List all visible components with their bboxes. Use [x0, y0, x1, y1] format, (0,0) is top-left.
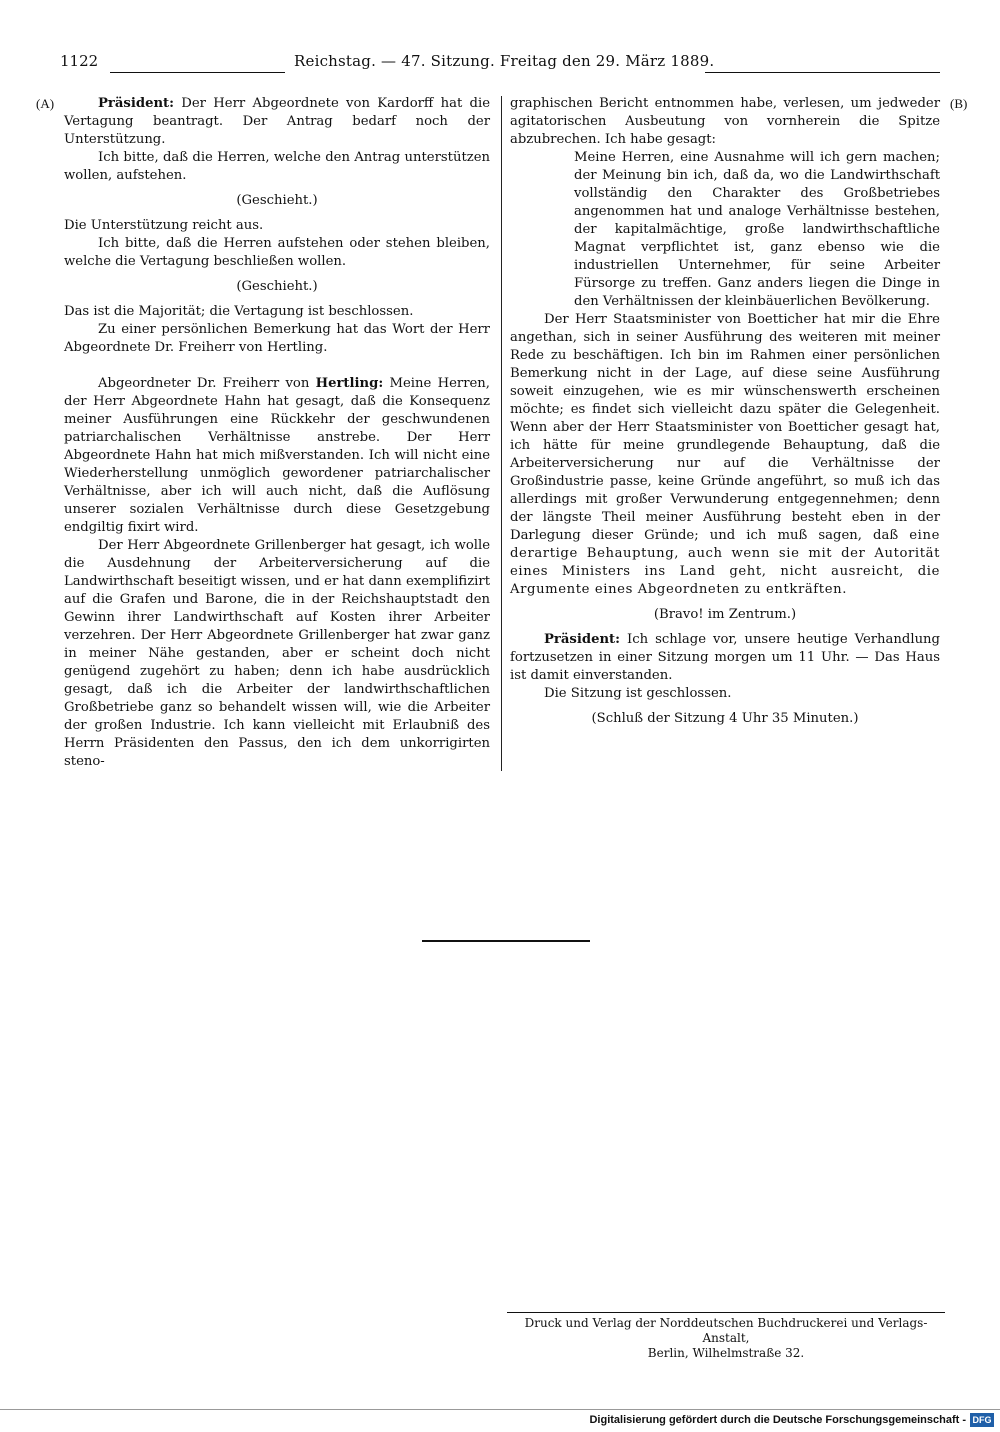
imprint-rule: [507, 1312, 945, 1313]
speaker-name: Präsident:: [544, 632, 621, 647]
header-rule-right: [705, 72, 940, 73]
speaker-name: Hertling:: [315, 376, 384, 391]
paragraph: [510, 311, 940, 599]
footer-rule: [0, 1409, 1000, 1410]
dfg-logo: DFG: [970, 1413, 994, 1427]
paragraph: [64, 95, 490, 149]
right-column: [510, 95, 940, 728]
spaced-text: eine derartige Behauptung, auch wenn sie mit der Autorität eines Ministers ins Land geht, nicht ausreicht, die Argumente eines Abgeordneten zu entkräften.: [510, 528, 940, 597]
paragraph: [510, 631, 940, 685]
header-rule-left: [110, 72, 285, 73]
speaker-lead: Abgeordneter Dr. Freiherr von: [98, 376, 316, 391]
paragraph: Ich bitte, daß die Herren aufstehen oder stehen bleiben, welche die Vertagung beschließen wollen.: [64, 236, 490, 269]
paragraph: Der Herr Abgeordnete Grillenberger hat gesagt, ich wolle die Ausdehnung der Arbeiterversicherung auf die Landwirthschaft beseitigt wissen, und er hat dann exemplifizirt auf die Grafen und Barone, die in der Reichshauptstadt den Gewinn ihrer Landwirthschaft auf Kosten ihrer Arbeiter verzehren. Der Herr Abgeordnete Grillenberger hat zwar ganz in meiner Nähe gestanden, aber er scheint doch nicht genügend zugehört zu haben; denn ich habe ausdrücklich gesagt, daß ich die Arbeiter der landwirthschaftlichen Großbetriebe ganz so behandelt wissen will, wie die Arbeiter der großen Industrie. Ich kann vielleicht mit Erlaubniß des Herrn Präsidenten den Passus, den ich dem unkorrigirten steno-: [64, 538, 490, 769]
block-quote: Meine Herren, eine Ausnahme will ich gern machen; der Meinung bin ich, daß da, wo die Landwirthschaft vollständig den Charakter des Großbetriebes angenommen hat und analoge Verhältnisse bestehen, der kapitalmächtige, große landwirthschaftliche Magnat verpflichtet ist, ganz ebenso wie die industriellen Unternehmer, für seine Arbeiter Fürsorge zu treffen. Ganz anders liegen die Dinge in den Verhältnissen der kleinbäuerlichen Bevölkerung.: [574, 150, 940, 309]
closing-note: (Schluß der Sitzung 4 Uhr 35 Minuten.): [591, 711, 859, 726]
paragraph: Das ist die Majorität; die Vertagung ist beschlossen.: [64, 304, 414, 319]
paragraph-text: Ich schlage vor, unsere heutige Verhandlung fortzusetzen in einer Sitzung morgen um 11 Uhr. — Das Haus ist damit einverstanden.: [510, 632, 940, 683]
paragraph: Ich bitte, daß die Herren, welche den Antrag unterstützen wollen, aufstehen.: [64, 150, 490, 183]
stage-direction: (Bravo! im Zentrum.): [653, 607, 797, 622]
margin-marker-left: (A): [36, 96, 55, 111]
margin-marker-right: (B): [950, 96, 968, 111]
paragraph-text: Meine Herren, der Herr Abgeordnete Hahn hat gesagt, daß die Konsequenz meiner Ausführungen eine Rückkehr der geschwundenen patriarchalischen Verhältnisse anstrebe. Der Herr Abgeordnete Hahn hat mich mißverstanden. Ich will nicht eine Wiederherstellung unmöglich gewordener patriarchalischer Verhältnisse, aber ich will auch nicht, daß die Auflösung unserer sozialen Verhältnisse durch diese Gesetzgebung endgiltig fixirt wird.: [64, 376, 490, 535]
paragraph: Zu einer persönlichen Bemerkung hat das Wort der Herr Abgeordnete Dr. Freiherr von Hertling.: [64, 322, 490, 355]
running-title: Reichstag. — 47. Sitzung. Freitag den 29. März 1889.: [294, 52, 715, 70]
stage-direction: (Geschieht.): [236, 193, 318, 208]
imprint: [507, 1316, 945, 1361]
left-column: [64, 95, 490, 771]
speaker-name: Präsident:: [98, 96, 175, 111]
footer-credit: Digitalisierung gefördert durch die Deutsche Forschungsgemeinschaft -: [589, 1414, 966, 1426]
paragraph-text: Der Herr Staatsminister von Boetticher hat mir die Ehre angethan, sich in seiner Ausführung des weiteren mit meiner Rede zu beschäftigen. Ich bin im Rahmen einer persönlichen Bemerkung nicht in der Lage, auf diese seine Ausführung soweit einzugehen, wie es mir wünschenswerth erscheinen möchte; es findet sich vielleicht dazu später die Gelegenheit. Wenn aber der Herr Staatsminister von Boetticher gesagt hat, ich hätte für meine grundlegende Behauptung, daß die Arbeiterversicherung nur auf die Verhältnisse der Großindustrie passe, keine Gründe angeführt, so muß ich das allerdings mit großer Verwunderung entgegennehmen; denn der längste Theil meiner Ausführung besteht eben in der Darlegung dieser Gründe; und ich muß sagen, daß: [510, 312, 940, 543]
stage-direction: (Geschieht.): [236, 279, 318, 294]
page-number: 1122: [60, 52, 99, 70]
imprint-line: Druck und Verlag der Norddeutschen Buchdruckerei und Verlags-Anstalt,: [524, 1316, 928, 1345]
paragraph: Die Unterstützung reicht aus.: [64, 218, 264, 233]
imprint-line: Berlin, Wilhelmstraße 32.: [647, 1346, 805, 1360]
paragraph: [64, 375, 490, 537]
end-rule: [422, 940, 590, 942]
paragraph: Die Sitzung ist geschlossen.: [544, 686, 732, 701]
paragraph-text: Der Herr Abgeordnete von Kardorff hat die Vertagung beantragt. Der Antrag bedarf noch der Unterstützung.: [64, 96, 490, 147]
column-divider: [501, 96, 502, 771]
paragraph: graphischen Bericht entnommen habe, verlesen, um jedweder agitatorischen Ausbeutung von vornherein die Spitze abzubrechen. Ich habe gesagt:: [510, 96, 940, 147]
